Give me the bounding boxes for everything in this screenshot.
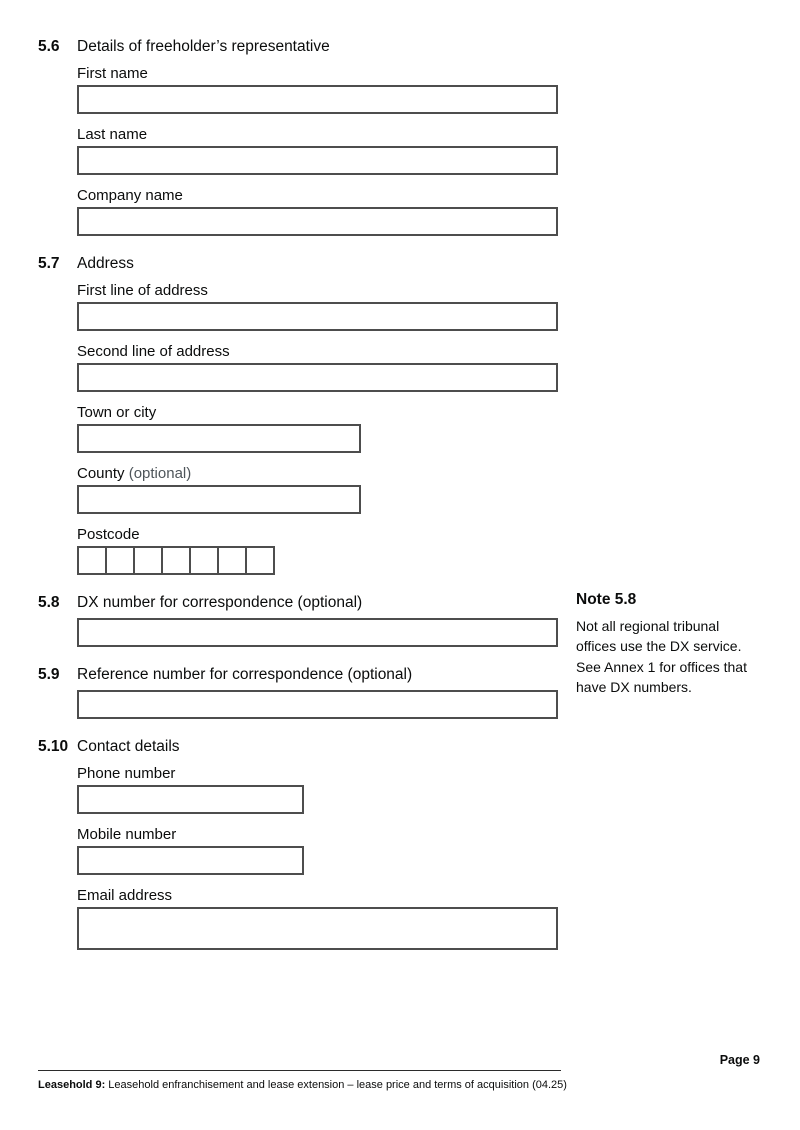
section-title: Contact details [77, 738, 180, 755]
mobile-number-label: Mobile number [77, 826, 177, 843]
phone-number-label: Phone number [77, 765, 176, 782]
reference-number-input[interactable] [77, 690, 558, 719]
postcode-cell[interactable] [133, 546, 163, 575]
last-name-label: Last name [77, 126, 148, 143]
county-optional-suffix: (optional) [128, 465, 192, 482]
section-title: Address [77, 255, 134, 272]
last-name-input[interactable] [77, 146, 558, 175]
footer-form-title [38, 1078, 567, 1092]
first-name-input[interactable] [77, 85, 558, 114]
section-number: 5.6 [38, 38, 60, 55]
dx-number-input[interactable] [77, 618, 558, 647]
postcode-cell[interactable] [245, 546, 275, 575]
section-5-7 [0, 254, 800, 575]
section-title: DX number for correspondence (optional) [77, 594, 363, 611]
postcode-cell[interactable] [189, 546, 219, 575]
county-input[interactable] [77, 485, 361, 514]
footer-divider [38, 1070, 561, 1071]
postcode-label: Postcode [77, 526, 140, 543]
county-label: County (optional) [77, 465, 192, 482]
section-title: Reference number for correspondence (optional) [77, 666, 413, 683]
postcode-cell[interactable] [161, 546, 191, 575]
address-line2-input[interactable] [77, 363, 558, 392]
note-5-8 [576, 590, 762, 697]
email-address-input[interactable] [77, 907, 558, 950]
footer-form-title-rest: Leasehold enfranchisement and lease extension – lease price and terms of acquisition (04.25) [105, 1079, 567, 1091]
company-name-label: Company name [77, 187, 183, 204]
postcode-cell[interactable] [217, 546, 247, 575]
section-number: 5.8 [38, 594, 60, 611]
note-paragraph: Not all regional tribunal offices use the DX service. [576, 618, 742, 654]
section-title: Details of freeholder’s representative [77, 38, 330, 55]
page-number: Page 9 [719, 1053, 760, 1067]
section-5-10 [0, 737, 800, 950]
footer-form-id: Leasehold 9: [38, 1079, 106, 1091]
section-number: 5.10 [38, 738, 69, 755]
note-paragraph: See Annex 1 for offices that have DX numbers. [576, 659, 747, 695]
note-heading: Note 5.8 [576, 591, 637, 608]
phone-number-input[interactable] [77, 785, 304, 814]
company-name-input[interactable] [77, 207, 558, 236]
mobile-number-input[interactable] [77, 846, 304, 875]
email-address-label: Email address [77, 887, 173, 904]
first-name-label: First name [77, 65, 148, 82]
postcode-cells [77, 546, 800, 575]
section-number: 5.9 [38, 666, 60, 683]
address-line2-label: Second line of address [77, 343, 230, 360]
town-city-input[interactable] [77, 424, 361, 453]
section-5-6 [0, 37, 800, 236]
postcode-cell[interactable] [105, 546, 135, 575]
address-line1-input[interactable] [77, 302, 558, 331]
postcode-cell[interactable] [77, 546, 107, 575]
town-city-label: Town or city [77, 404, 157, 421]
section-number: 5.7 [38, 255, 60, 272]
address-line1-label: First line of address [77, 282, 208, 299]
